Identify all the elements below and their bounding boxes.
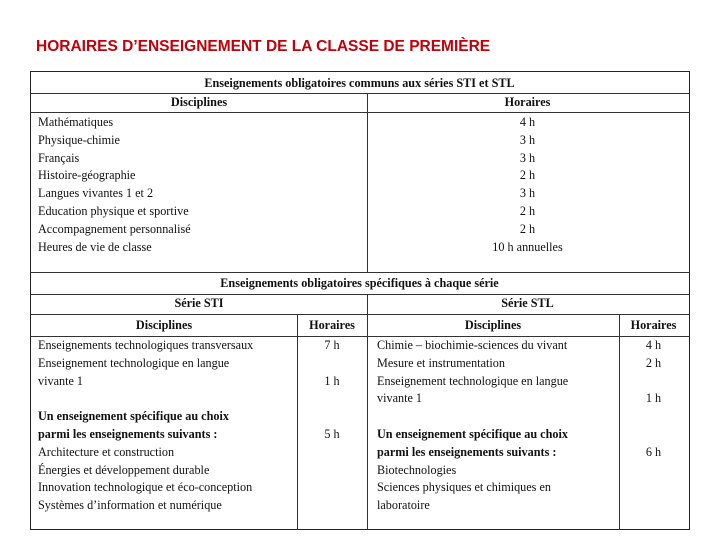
- list-item: Français: [38, 150, 80, 165]
- sti-horaires-list: [297, 337, 367, 515]
- list-item: Enseignements technologiques transversaux: [38, 338, 254, 352]
- list-item: [297, 462, 367, 480]
- common-disciplines-list: [38, 114, 191, 256]
- list-item: [297, 479, 367, 497]
- list-item: laboratoire: [377, 498, 430, 513]
- list-item: 2 h: [519, 203, 536, 218]
- list-item: 3 h: [519, 186, 536, 201]
- list-item: [297, 355, 367, 373]
- list-item: [619, 408, 688, 426]
- list-item: 2 h: [645, 355, 662, 370]
- list-item: 1 h: [645, 391, 662, 406]
- list-item: 10 h annuelles: [492, 239, 563, 254]
- list-item: 7 h: [324, 338, 340, 352]
- list-item: Mathématiques: [38, 115, 114, 129]
- list-item: Langues vivantes 1 et 2: [38, 186, 154, 201]
- list-item: Education physique et sportive: [38, 203, 189, 218]
- list-item: Heures de vie de classe: [38, 239, 152, 254]
- list-item: [297, 444, 367, 462]
- list-item: Sciences physiques et chimiques en: [377, 480, 551, 495]
- row-divider: [31, 272, 689, 273]
- list-item: [297, 497, 367, 515]
- list-item: 3 h: [519, 132, 536, 147]
- list-item: Innovation technologique et éco-conception: [38, 480, 253, 495]
- common-horaires-list: [367, 114, 688, 256]
- sti-col-horaires: Horaires: [309, 318, 355, 332]
- stl-col-disciplines: Disciplines: [464, 318, 522, 332]
- list-item: 6 h: [645, 444, 662, 459]
- list-item: [38, 390, 253, 408]
- list-item: parmi les enseignements suivants :: [38, 426, 218, 441]
- sti-title: Série STI: [174, 296, 224, 310]
- stl-title: Série STL: [501, 296, 554, 310]
- list-item: Un enseignement spécifique au choix: [38, 409, 229, 424]
- list-item: [619, 373, 688, 391]
- stl-col-horaires: Horaires: [630, 318, 677, 332]
- list-item: Histoire-géographie: [38, 168, 136, 183]
- list-item: [619, 426, 688, 444]
- list-item: Mesure et instrumentation: [377, 355, 505, 370]
- common-section-title: Enseignements obligatoires communs aux séries STI et STL: [204, 76, 515, 90]
- list-item: Accompagnement personnalisé: [38, 221, 191, 236]
- list-item: [297, 390, 367, 408]
- list-item: vivante 1: [38, 373, 84, 388]
- list-item: 2 h: [519, 221, 536, 236]
- list-item: 4 h: [519, 115, 536, 129]
- list-item: Énergies et développement durable: [38, 462, 210, 477]
- list-item: [619, 462, 688, 480]
- list-item: Enseignement technologique en langue: [38, 355, 230, 370]
- list-item: Systèmes d’information et numérique: [38, 498, 222, 513]
- list-item: 2 h: [519, 168, 536, 183]
- sti-col-disciplines: Disciplines: [135, 318, 193, 332]
- list-item: [619, 479, 688, 497]
- common-col-horaires: Horaires: [504, 95, 551, 109]
- specific-section-title: Enseignements obligatoires spécifiques à chaque série: [220, 276, 499, 290]
- row-divider: [31, 314, 689, 315]
- list-item: Architecture et construction: [38, 444, 175, 459]
- schedule-table: [30, 71, 690, 530]
- sti-disciplines-list: [38, 337, 253, 515]
- list-item: Un enseignement spécifique au choix: [377, 426, 568, 441]
- list-item: Enseignement technologique en langue: [377, 373, 569, 388]
- page-title: HORAIRES D’ENSEIGNEMENT DE LA CLASSE DE PREMIÈRE: [36, 38, 491, 55]
- list-item: [377, 408, 568, 426]
- list-item: Chimie – biochimie-sciences du vivant: [377, 338, 568, 352]
- stl-disciplines-list: [377, 337, 568, 515]
- common-col-disciplines: Disciplines: [170, 95, 228, 109]
- list-item: [619, 497, 688, 515]
- stl-horaires-list: [619, 337, 688, 515]
- list-item: 3 h: [519, 150, 536, 165]
- list-item: Biotechnologies: [377, 462, 457, 477]
- list-item: Physique-chimie: [38, 132, 120, 147]
- row-divider: [31, 112, 689, 113]
- list-item: 5 h: [324, 426, 340, 441]
- list-item: parmi les enseignements suivants :: [377, 444, 557, 459]
- list-item: [297, 408, 367, 426]
- list-item: 1 h: [324, 373, 340, 388]
- list-item: vivante 1: [377, 391, 423, 406]
- list-item: 4 h: [645, 338, 662, 352]
